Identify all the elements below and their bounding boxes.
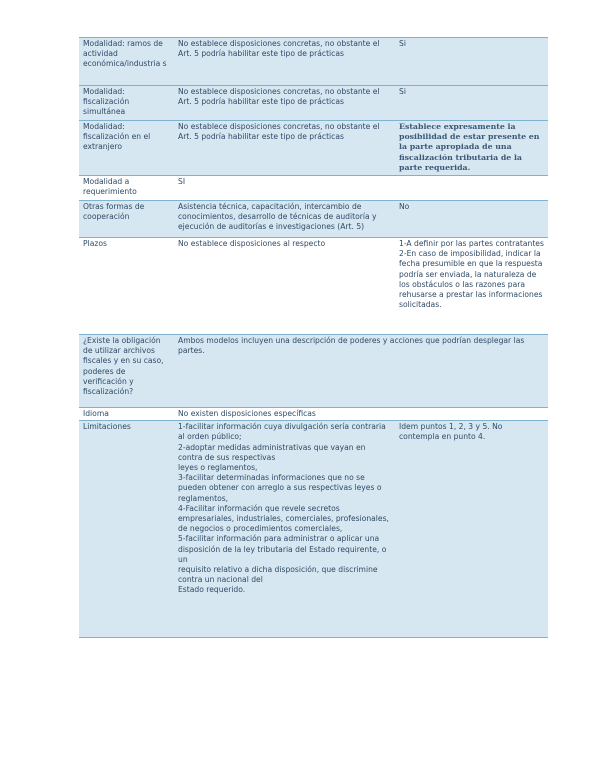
cell-model-2 [395,408,548,421]
cell-model-1: No establece disposiciones concretas, no obstante el Art. 5 podría habilitar este tipo de prácticas [174,86,395,121]
row-label: Modalidad a requerimiento [79,176,174,201]
limitation-item: 5-facilitar información para administrar o aplicar una disposición de la ley tributaria del Estado requirente, o un [178,534,387,564]
limitation-item: 4-Facilitar información que revele secretos empresariales, industriales, comerciales, profesionales, de negocios o procedimientos comerciales, [178,503,389,534]
limitation-item: 3-facilitar determinadas informaciones que no se pueden obtener con arreglo a sus respectivas leyes o reglamentos, [178,473,382,503]
row-label: Modalidad: ramos de actividad económica/industria s [79,38,174,86]
cell-model-1: Asistencia técnica, capacitación, intercambio de conocimientos, desarrollo de técnicas de auditoría y ejecución de auditorías e investigaciones (Art. 5) [174,201,395,238]
limitation-item: leyes o reglamentos, [178,463,258,473]
cell-model-2: No [395,201,548,238]
plazo-item: 2-En caso de imposibilidad, indicar la fecha presumible en que la respuesta podría ser enviada, la naturaleza de los obstáculos o las razones para rehusarse a prestar las informaciones solicitadas. [399,249,543,310]
row-label: Limitaciones [79,421,174,638]
cell-model-1: No establece disposiciones al respecto [174,238,395,335]
table-row [79,335,548,408]
cell-merged: Ambos modelos incluyen una descripción de poderes y acciones que podrían desplegar las partes. [174,335,548,408]
table-row [79,176,548,201]
table-row [79,201,548,238]
cell-model-2: Establece expresamente la posibilidad de estar presente en la parte apropiada de una fiscalización tributaria de la parte requerida. [395,121,548,176]
table-row [79,421,548,638]
cell-model-1 [174,421,395,638]
comparison-table [79,37,548,638]
limitation-item: 2-adoptar medidas administrativas que vayan en contra de sus respectivas [178,442,366,462]
row-label: Otras formas de cooperación [79,201,174,238]
table-row [79,121,548,176]
cell-model-1: No existen disposiciones específicas [174,408,395,421]
row-label: Modalidad: fiscalización en el extranjero [79,121,174,176]
table-row [79,86,548,121]
row-label: ¿Existe la obligación de utilizar archivos fiscales y en su caso, poderes de verificación y fiscalización? [79,335,174,408]
cell-model-2: Idem puntos 1, 2, 3 y 5. No contempla en punto 4. [395,421,548,638]
limitation-item: requisito relativo a dicha disposición, que discrimine contra un nacional del [178,565,378,585]
table-row [79,238,548,335]
cell-model-2 [395,176,548,201]
cell-model-1: No establece disposiciones concretas, no obstante el Art. 5 podría habilitar este tipo de prácticas [174,121,395,176]
limitation-item: Estado requerido. [178,585,246,595]
limitation-item: 1-facilitar información cuya divulgación sería contraria al orden público; [178,422,386,442]
cell-model-1: No establece disposiciones concretas, no obstante el Art. 5 podría habilitar este tipo de prácticas [174,38,395,86]
cell-model-1: SI [174,176,395,201]
row-label: Plazos [79,238,174,335]
row-label: Modalidad: fiscalización simultánea [79,86,174,121]
cell-model-2: Si [395,86,548,121]
cell-model-2 [395,238,548,335]
cell-model-2: Si [395,38,548,86]
plazo-item: 1-A definir por las partes contratantes [399,239,544,248]
row-label: Idioma [79,408,174,421]
table-row [79,408,548,421]
table-row [79,38,548,86]
